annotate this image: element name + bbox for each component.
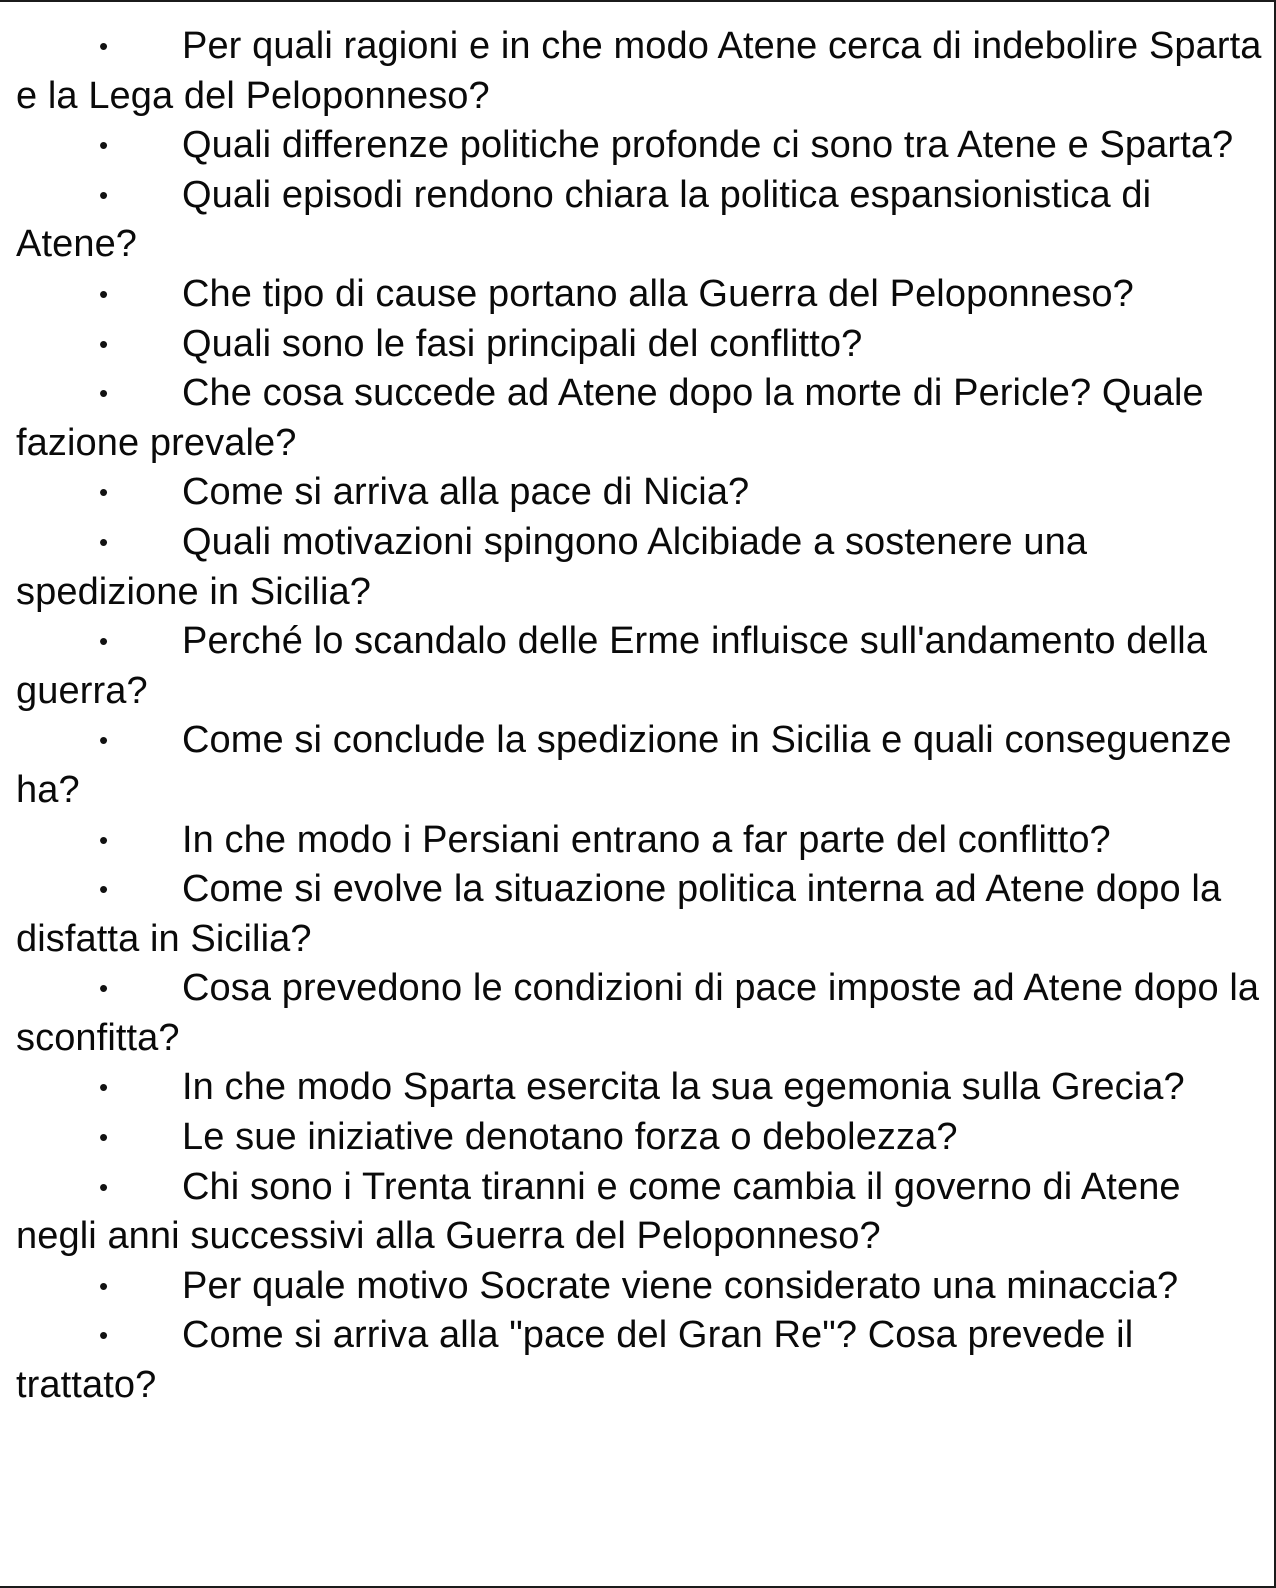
list-item xyxy=(0,369,1262,468)
list-item xyxy=(0,816,1262,866)
bullet-icon: • xyxy=(99,526,109,557)
list-item xyxy=(0,1063,1262,1113)
question-text: Per quale motivo Socrate viene considerato una minaccia? xyxy=(182,1264,1179,1307)
list-item xyxy=(0,617,1262,716)
question-text: Che cosa succede ad Atene dopo la morte di Pericle? Quale fazione prevale? xyxy=(16,372,1204,464)
bullet-icon: • xyxy=(99,874,109,905)
question-text: Perché lo scandalo delle Erme influisce sull'andamento della guerra? xyxy=(16,620,1208,712)
question-text: Quali sono le fasi principali del conflitto? xyxy=(182,322,863,365)
question-text: Quali episodi rendono chiara la politica espansionistica di Atene? xyxy=(16,173,1152,266)
list-item xyxy=(0,865,1262,964)
bullet-icon: • xyxy=(99,130,109,161)
bullet-icon: • xyxy=(99,278,109,309)
question-text: In che modo Sparta esercita la sua egemonia sulla Grecia? xyxy=(182,1066,1185,1109)
question-text: Chi sono i Trenta tiranni e come cambia il governo di Atene negli anni successivi alla Guerra del Peloponneso? xyxy=(16,1165,1181,1258)
question-text: Come si arriva alla "pace del Gran Re"? Cosa prevede il trattato? xyxy=(16,1314,1134,1407)
bullet-icon: • xyxy=(99,1122,109,1153)
list-item xyxy=(0,121,1262,171)
list-item xyxy=(0,1311,1262,1410)
bullet-icon: • xyxy=(99,1270,109,1301)
question-text: Come si conclude la spedizione in Sicilia e quali conseguenze ha? xyxy=(16,719,1232,811)
list-item xyxy=(0,171,1262,270)
list-item xyxy=(0,320,1262,370)
bullet-icon: • xyxy=(99,1320,109,1351)
question-list xyxy=(0,22,1262,1411)
bullet-icon: • xyxy=(99,378,109,409)
bullet-icon: • xyxy=(99,31,109,61)
question-text: Per quali ragioni e in che modo Atene cerca di indebolire Sparta e la Lega del Peloponneso? xyxy=(16,25,1262,117)
list-item xyxy=(0,1262,1262,1312)
bullet-icon: • xyxy=(99,973,109,1004)
list-item xyxy=(0,716,1262,815)
list-item xyxy=(0,468,1262,518)
question-text: Cosa prevedono le condizioni di pace imposte ad Atene dopo la sconfitta? xyxy=(16,967,1260,1059)
bullet-icon: • xyxy=(99,725,109,756)
bullet-icon: • xyxy=(99,824,109,855)
list-item xyxy=(0,1163,1262,1262)
bullet-icon: • xyxy=(99,477,109,508)
question-text: Come si evolve la situazione politica interna ad Atene dopo la disfatta in Sicilia? xyxy=(16,868,1222,960)
question-text: Che tipo di cause portano alla Guerra del Peloponneso? xyxy=(182,272,1134,315)
bullet-icon: • xyxy=(99,626,109,657)
question-text: Come si arriva alla pace di Nicia? xyxy=(182,471,750,514)
list-item xyxy=(0,22,1262,121)
bullet-icon: • xyxy=(99,328,109,359)
bullet-icon: • xyxy=(99,179,109,210)
list-item xyxy=(0,964,1262,1063)
question-text: Le sue iniziative denotano forza o debolezza? xyxy=(182,1116,958,1159)
list-item xyxy=(0,518,1262,617)
question-text: Quali motivazioni spingono Alcibiade a sostenere una spedizione in Sicilia? xyxy=(16,520,1088,613)
bullet-icon: • xyxy=(99,1171,109,1202)
bullet-icon: • xyxy=(99,1072,109,1103)
list-item xyxy=(0,270,1262,320)
list-item xyxy=(0,1113,1262,1163)
question-text: In che modo i Persiani entrano a far parte del conflitto? xyxy=(182,818,1111,861)
question-text: Quali differenze politiche profonde ci sono tra Atene e Sparta? xyxy=(182,124,1234,167)
